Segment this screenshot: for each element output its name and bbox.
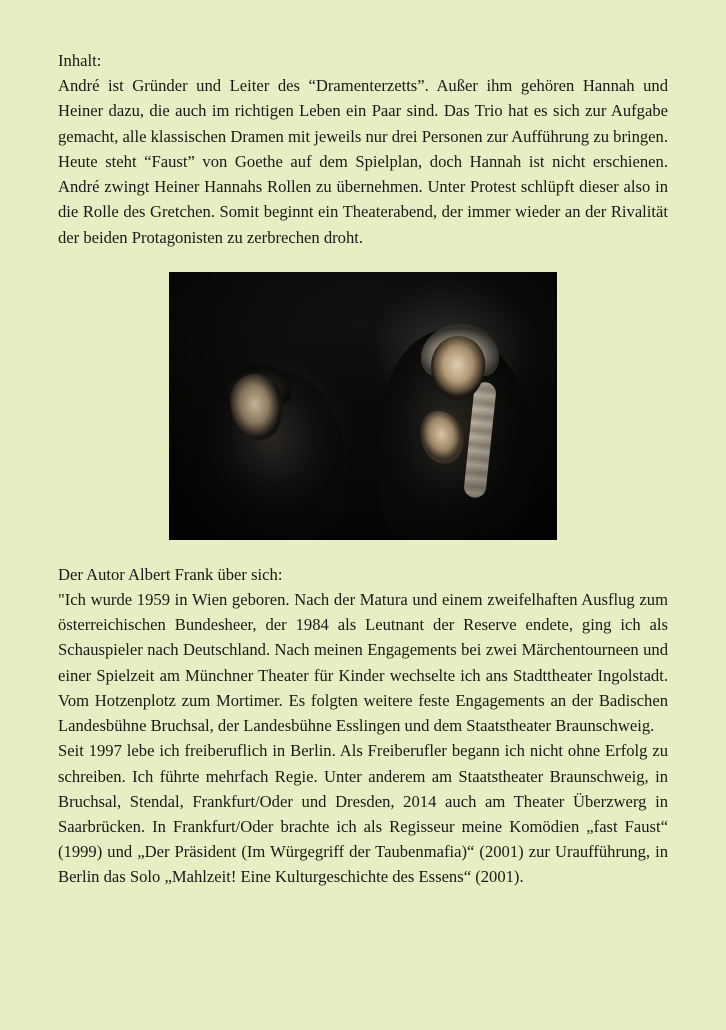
synopsis-heading: Inhalt: [58,51,102,70]
photo-vignette [169,272,557,540]
author-paragraph-1: "Ich wurde 1959 in Wien geboren. Nach der Matura und einem zweifelhaften Ausflug zum österreichischen Bundesheer, der 1984 als Leutnant der Reserve endete, ging ich als Schauspieler nach Deutschland. Nach meinen Engagements bei zwei Märchentourneen und einer Spielzeit am Münchner Theater für Kinder wechselte ich ans Stadttheater Ingolstadt. Vom Hotzenplotz zum Mortimer. Es folgten weitere feste Engagements an der Badischen Landesbühne Bruchsal, der Landesbühne Esslingen und dem Staatstheater Braunschweig. [58,589,668,736]
author-paragraph-2: Seit 1997 lebe ich freiberuflich in Berlin. Als Freiberufler begann ich nicht ohne Erfolg zu schreiben. Ich führte mehrfach Regie. Unter anderem am Staatstheater Braunschweig, in Bruchsal, Stendal, Frankfurt/Oder und Dresden, 2014 auch am Theater Überzwerg in Saarbrücken. In Frankfurt/Oder brachte ich als Regisseur meine Komödien „fast Faust“ (1999) und „Der Präsident (Im Würgegriff der Taubenmafia)“ (2001) zur Uraufführung, in Berlin das Solo „Mahlzeit! Eine Kulturgeschichte des Essens“ (2001). [58,741,668,887]
author-section [58,562,668,890]
author-lead-line: Der Autor Albert Frank über sich: [58,564,283,584]
production-photo-figure [58,272,668,540]
synopsis-body: André ist Gründer und Leiter des “Dramenterzetts”. Außer ihm gehören Hannah und Heiner dazu, die auch im richtigen Leben ein Paar sind. Das Trio hat es sich zur Aufgabe gemacht, alle klassischen Dramen mit jeweils nur drei Personen zur Aufführung zu bringen. Heute steht “Faust” von Goethe auf dem Spielplan, doch Hannah ist nicht erschienen. André zwingt Heiner Hannahs Rollen zu übernehmen. Unter Protest schlüpft dieser also in die Rolle des Gretchen. Somit beginnt ein Theaterabend, der immer wieder an der Rivalität der beiden Protagonisten zu zerbrechen droht. [58,76,668,247]
production-photo [169,272,557,540]
